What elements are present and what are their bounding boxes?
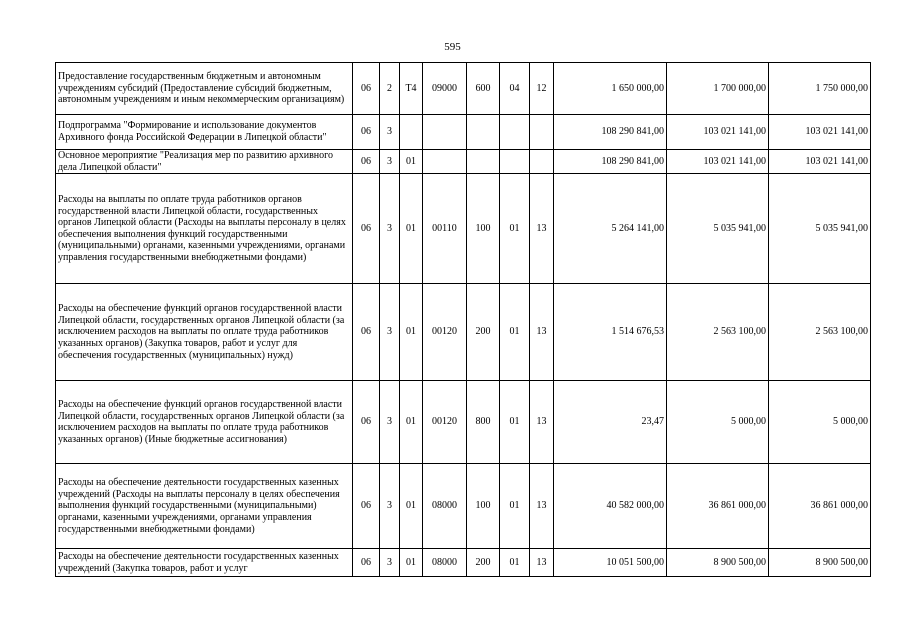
budget-table — [55, 62, 871, 577]
section-code-cell: 04 — [500, 63, 530, 115]
amount-year3-cell: 8 900 500,00 — [769, 549, 871, 577]
amount-year1-cell: 1 514 676,53 — [554, 284, 667, 381]
direction-code-cell — [423, 115, 467, 150]
table-row — [56, 150, 871, 174]
subsection-code-cell — [530, 115, 554, 150]
amount-year2-cell: 5 000,00 — [667, 381, 769, 464]
subsection-code-cell: 13 — [530, 174, 554, 284]
amount-year3-cell: 5 035 941,00 — [769, 174, 871, 284]
section-code-cell: 01 — [500, 381, 530, 464]
item-name-cell: Подпрограмма "Формирование и использование документов Архивного фонда Российской Федерации в Липецкой области" — [56, 115, 353, 150]
amount-year3-cell: 36 861 000,00 — [769, 464, 871, 549]
item-name-cell: Предоставление государственным бюджетным и автономным учреждениям субсидий (Предоставление субсидий бюджетным, автономным учреждениям и иным некоммерческим организациям) — [56, 63, 353, 115]
expense-type-cell: 100 — [467, 464, 500, 549]
program-code-cell: 3 — [380, 464, 400, 549]
subprogram-code-cell: 01 — [400, 150, 423, 174]
table-row — [56, 381, 871, 464]
table-body — [56, 63, 871, 577]
direction-code-cell: 09000 — [423, 63, 467, 115]
expense-type-cell — [467, 115, 500, 150]
ministry-code-cell: 06 — [353, 150, 380, 174]
amount-year2-cell: 36 861 000,00 — [667, 464, 769, 549]
expense-type-cell: 100 — [467, 174, 500, 284]
amount-year1-cell: 1 650 000,00 — [554, 63, 667, 115]
table-row — [56, 549, 871, 577]
item-name-cell: Расходы на обеспечение деятельности государственных казенных учреждений (Расходы на выплаты персоналу в целях обеспечения выполнения функций государственными (муниципальными) органами, казенными учреждениями, органами управления государственными внебюджетными фондами) — [56, 464, 353, 549]
section-code-cell — [500, 150, 530, 174]
section-code-cell: 01 — [500, 464, 530, 549]
amount-year3-cell: 1 750 000,00 — [769, 63, 871, 115]
page-number: 595 — [444, 41, 461, 53]
ministry-code-cell: 06 — [353, 549, 380, 577]
program-code-cell: 2 — [380, 63, 400, 115]
subsection-code-cell: 12 — [530, 63, 554, 115]
direction-code-cell: 08000 — [423, 549, 467, 577]
section-code-cell: 01 — [500, 174, 530, 284]
amount-year2-cell: 103 021 141,00 — [667, 115, 769, 150]
subsection-code-cell — [530, 150, 554, 174]
subprogram-code-cell: 01 — [400, 464, 423, 549]
ministry-code-cell: 06 — [353, 464, 380, 549]
expense-type-cell: 200 — [467, 549, 500, 577]
amount-year2-cell: 8 900 500,00 — [667, 549, 769, 577]
table-row — [56, 115, 871, 150]
subsection-code-cell: 13 — [530, 464, 554, 549]
amount-year2-cell: 2 563 100,00 — [667, 284, 769, 381]
amount-year1-cell: 108 290 841,00 — [554, 115, 667, 150]
ministry-code-cell: 06 — [353, 115, 380, 150]
ministry-code-cell: 06 — [353, 284, 380, 381]
amount-year1-cell: 40 582 000,00 — [554, 464, 667, 549]
direction-code-cell: 00110 — [423, 174, 467, 284]
program-code-cell: 3 — [380, 115, 400, 150]
ministry-code-cell: 06 — [353, 63, 380, 115]
ministry-code-cell: 06 — [353, 381, 380, 464]
item-name-cell: Расходы на обеспечение функций органов государственной власти Липецкой области, государственных органов Липецкой области (за исключением расходов на выплаты по оплате труда работников указанных органов) (Иные бюджетные ассигнования) — [56, 381, 353, 464]
subprogram-code-cell: 01 — [400, 284, 423, 381]
section-code-cell: 01 — [500, 549, 530, 577]
table-row — [56, 63, 871, 115]
program-code-cell: 3 — [380, 549, 400, 577]
item-name-cell: Расходы на выплаты по оплате труда работников органов государственной власти Липецкой области, государственных органов Липецкой области (Расходы на выплаты персоналу в целях обеспечения выполнения функций государственными (муниципальными) органами, казенными учреждениями, органами управления государственными внебюджетными фондами) — [56, 174, 353, 284]
expense-type-cell — [467, 150, 500, 174]
direction-code-cell — [423, 150, 467, 174]
direction-code-cell: 00120 — [423, 284, 467, 381]
amount-year1-cell: 23,47 — [554, 381, 667, 464]
amount-year2-cell: 103 021 141,00 — [667, 150, 769, 174]
amount-year3-cell: 5 000,00 — [769, 381, 871, 464]
amount-year2-cell: 5 035 941,00 — [667, 174, 769, 284]
amount-year2-cell: 1 700 000,00 — [667, 63, 769, 115]
item-name-cell: Расходы на обеспечение деятельности государственных казенных учреждений (Закупка товаров, работ и услуг — [56, 549, 353, 577]
table-row — [56, 284, 871, 381]
subsection-code-cell: 13 — [530, 549, 554, 577]
subsection-code-cell: 13 — [530, 284, 554, 381]
section-code-cell — [500, 115, 530, 150]
section-code-cell: 01 — [500, 284, 530, 381]
subprogram-code-cell: 01 — [400, 549, 423, 577]
table-row — [56, 174, 871, 284]
program-code-cell: 3 — [380, 284, 400, 381]
item-name-cell: Расходы на обеспечение функций органов государственной власти Липецкой области, государственных органов Липецкой области (за исключением расходов на выплаты по оплате труда работников указанных органов) (Закупка товаров, работ и услуг для обеспечения государственных (муниципальных) нужд) — [56, 284, 353, 381]
item-name-cell: Основное мероприятие "Реализация мер по развитию архивного дела Липецкой области" — [56, 150, 353, 174]
amount-year3-cell: 2 563 100,00 — [769, 284, 871, 381]
subprogram-code-cell — [400, 115, 423, 150]
direction-code-cell: 00120 — [423, 381, 467, 464]
amount-year1-cell: 10 051 500,00 — [554, 549, 667, 577]
subprogram-code-cell: 01 — [400, 381, 423, 464]
amount-year1-cell: 5 264 141,00 — [554, 174, 667, 284]
expense-type-cell: 800 — [467, 381, 500, 464]
direction-code-cell: 08000 — [423, 464, 467, 549]
amount-year3-cell: 103 021 141,00 — [769, 115, 871, 150]
program-code-cell: 3 — [380, 150, 400, 174]
expense-type-cell: 600 — [467, 63, 500, 115]
subprogram-code-cell: Т4 — [400, 63, 423, 115]
ministry-code-cell: 06 — [353, 174, 380, 284]
subsection-code-cell: 13 — [530, 381, 554, 464]
amount-year1-cell: 108 290 841,00 — [554, 150, 667, 174]
subprogram-code-cell: 01 — [400, 174, 423, 284]
table-row — [56, 464, 871, 549]
amount-year3-cell: 103 021 141,00 — [769, 150, 871, 174]
program-code-cell: 3 — [380, 381, 400, 464]
expense-type-cell: 200 — [467, 284, 500, 381]
program-code-cell: 3 — [380, 174, 400, 284]
